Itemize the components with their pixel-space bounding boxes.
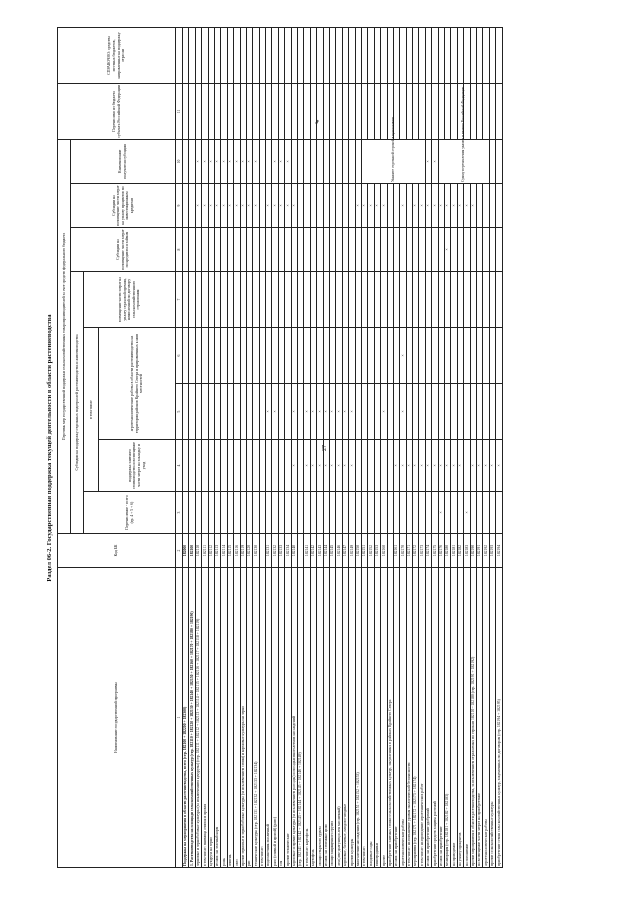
row-code: 182144 xyxy=(323,534,329,568)
row-code: 182180 xyxy=(445,534,451,568)
row-code: 182147 xyxy=(342,534,348,568)
row-value: × xyxy=(304,440,310,492)
row-value: × xyxy=(457,440,463,492)
row-value: × xyxy=(355,184,361,228)
row-value: × xyxy=(432,184,438,228)
row-name: плодовые сады xyxy=(368,568,374,868)
row-value: × xyxy=(457,184,463,228)
header-c8: Субсидии на возмещение части затрат на уплату процентов по инвестиционным кредитам xyxy=(71,184,176,228)
row-name: мелиорация (стр. 182181 + 182182 + 182183) xyxy=(445,568,451,868)
row-value: × xyxy=(272,384,278,440)
section-title: Раздел 06-2. Государственная поддержка текущей деятельности в области растениеводства xyxy=(46,314,53,582)
row-value: × xyxy=(496,440,502,492)
row-name: 1. Растениеводство на площади сельскохозяйственных культур (стр. 182110 + 182120 + 182130 + 182140 + 182150 + 182160 + 182170 + 182180 + 182190) xyxy=(189,568,195,868)
column-index-row xyxy=(176,27,183,867)
row-name: агротехнологические работы xyxy=(400,568,406,868)
row-value: × xyxy=(246,184,252,228)
row-code: 182160 xyxy=(381,534,387,568)
row-name: овощи открытого грунта xyxy=(317,568,323,868)
row-name: мероприятия (стр. 182171 + 182172 + 182173 + 182174) xyxy=(413,568,419,868)
row-value: × xyxy=(234,184,240,228)
row-code: 182115 xyxy=(227,534,233,568)
row-value: × xyxy=(489,440,495,492)
row-value: × xyxy=(310,440,316,492)
row-code: 182100 xyxy=(189,534,195,568)
row-code: 182151 xyxy=(361,534,367,568)
row-name: прочие технические xyxy=(285,568,291,868)
header-c9: Наименование получателя субсидии xyxy=(71,139,176,183)
row-code: 182000 xyxy=(183,534,189,568)
row-value: × xyxy=(202,184,208,228)
row-name: прочее xyxy=(381,568,387,868)
row-value: × xyxy=(438,184,444,228)
rotated-page xyxy=(45,28,595,868)
row-code: 182183 xyxy=(464,534,470,568)
row-value: × xyxy=(285,184,291,228)
row-value: × xyxy=(413,184,419,228)
row-value: × xyxy=(285,139,291,183)
row-value: × xyxy=(266,184,272,228)
row-value xyxy=(496,184,502,228)
row-value: × xyxy=(317,440,323,492)
column-index-cell: 6 xyxy=(176,328,183,384)
column-index-cell: 7 xyxy=(176,272,183,328)
page-number: 27 xyxy=(322,445,328,451)
row-value: × xyxy=(329,440,335,492)
row-code: 182146 xyxy=(336,534,342,568)
row-value: × xyxy=(272,139,278,183)
note-cell: Укажите отдельной строкой в приложении xyxy=(361,139,425,183)
row-code: 182149 xyxy=(349,534,355,568)
row-value: × xyxy=(483,440,489,492)
row-value: × xyxy=(445,440,451,492)
row-name: на погашение xyxy=(464,568,470,868)
row-value: × xyxy=(208,139,214,183)
row-value: × xyxy=(425,440,431,492)
row-value: × xyxy=(400,184,406,228)
row-value: × xyxy=(393,440,399,492)
row-code: 182131 xyxy=(266,534,272,568)
row-name: кукуруза на зерно xyxy=(208,568,214,868)
row-code: 182145 xyxy=(329,534,335,568)
row-value: × xyxy=(227,139,233,183)
row-value xyxy=(496,492,502,534)
header-name: Наименование государственной программы xyxy=(58,568,176,868)
row-value: × xyxy=(272,184,278,228)
header-c5: агротехнологические работы в области растениеводства на территории районов Крайнего Севера и приравненных к ним местностей xyxy=(99,328,176,440)
column-index-cell: 8 xyxy=(176,228,183,272)
row-name: соя xyxy=(278,568,284,868)
header-total: Перечисление - всего (гр. 4 + 5 + 6) xyxy=(84,492,176,534)
row-name: на возмещение части затрат на приобретение xyxy=(476,568,482,868)
column-index-cell: 4 xyxy=(176,440,183,492)
row-code: 182170 xyxy=(400,534,406,568)
header-c10: Перечислено из бюджета субъекта Российской Федерации xyxy=(58,83,176,139)
row-name: из них: на приобретение xyxy=(393,568,399,868)
header-c6: возмещение части затрат на уплату страховой премии, начисленной по договору сельскохозяйственного страхования xyxy=(84,272,176,328)
row-code: 182181 xyxy=(451,534,457,568)
row-value: × xyxy=(381,184,387,228)
row-value: × xyxy=(291,184,297,228)
row-value: × xyxy=(374,184,380,228)
row-name: в том числе: xyxy=(361,568,367,868)
row-name: приобретение элитных семян сельскохозяйственных культур, закупленных в районах Крайнего Севера xyxy=(387,568,393,868)
row-value xyxy=(496,139,502,183)
row-name: в том числе: пшеница озимая и яровая xyxy=(202,568,208,868)
row-value: × xyxy=(413,440,419,492)
row-value: × xyxy=(240,184,246,228)
support-table xyxy=(57,27,503,868)
row-name: овощи защищенного грунта xyxy=(329,568,335,868)
row-name: виноградники xyxy=(374,568,380,868)
row-code: 182120 xyxy=(246,534,252,568)
row-name: на проведение xyxy=(451,568,457,868)
row-code: 182133 xyxy=(278,534,284,568)
row-code: 182190 xyxy=(470,534,476,568)
row-name: кормовые, бахчевые, плодово-ягодные xyxy=(342,568,348,868)
row-name: на уплату процентов xyxy=(457,568,463,868)
row-value: × xyxy=(361,184,367,228)
row-name: лен (лен-долгунец и лен масличный) xyxy=(336,568,342,868)
row-code: 182140 xyxy=(291,534,297,568)
row-value: × xyxy=(329,384,335,440)
column-index-cell: 3 xyxy=(176,492,183,534)
row-code: 182134 xyxy=(285,534,291,568)
header-c7: Субсидии на возмещение части затрат по кредитам и займам xyxy=(71,228,176,272)
row-value xyxy=(496,83,502,139)
row-name: рожь xyxy=(221,568,227,868)
row-value: × xyxy=(323,384,329,440)
row-value: × xyxy=(291,440,297,492)
row-code: 182113 xyxy=(214,534,220,568)
row-value: × xyxy=(470,440,476,492)
row-value: × xyxy=(438,440,444,492)
row-value: × xyxy=(381,384,387,440)
table-row xyxy=(496,27,502,867)
row-name: в том числе: на проведение агротехнических работ xyxy=(419,568,425,868)
header-group-main: Перечень мер государственной поддержки сельскохозяйственных товаропроизводителей за счет средств федерального бюджета xyxy=(58,139,71,533)
row-value: × xyxy=(195,184,201,228)
row-code: 182116 xyxy=(234,534,240,568)
row-value: × xyxy=(221,139,227,183)
row-name: подсолнечник масличный xyxy=(266,568,272,868)
column-index-cell: 9 xyxy=(176,184,183,228)
row-name: прочие мероприятия в области растениеводства, за исключением отражаемых по строкам 182110 - 182180 (стр. 182191 + 182192) xyxy=(470,568,476,868)
row-value: × xyxy=(464,184,470,228)
row-value: × xyxy=(323,440,329,492)
column-index-cell: 11 xyxy=(176,83,183,139)
row-code: 182192 xyxy=(483,534,489,568)
row-value: × xyxy=(304,384,310,440)
header-group-sub: Субсидии на поддержку отдельных подотраслей растениеводства и животноводства xyxy=(71,272,84,534)
row-value: × xyxy=(425,139,431,183)
row-code: 182191 xyxy=(476,534,482,568)
row-code: 182130 xyxy=(253,534,259,568)
row-name: зерновые и зернобобовые культуры (за исключением кукурузы) (стр. 182111 + 182112 + 182113 + 182114 + 182115 + 182116 + 182117 + 182118 + 182119) xyxy=(195,568,201,868)
row-value: × xyxy=(246,139,252,183)
table-body xyxy=(183,27,503,867)
row-name: приобретение семян сельскохозяйственных культур, закупленных по договорам (стр. 182194 + 182195) xyxy=(496,568,502,868)
row-name: прочие культуры xyxy=(349,568,355,868)
row-name: рис xyxy=(246,568,252,868)
row-name: (стр. 182141 + 182142 + 182143 + 182144 + 182145 + 182146 + 182149) xyxy=(298,568,304,868)
row-code: 182176 xyxy=(438,534,444,568)
row-code: 182194 xyxy=(496,534,502,568)
row-name: рапс (озимый и яровой) (рапс) xyxy=(272,568,278,868)
row-name: из них: на приобретение удобрений xyxy=(425,568,431,868)
row-value xyxy=(496,27,502,83)
header-c11: СПРАВОЧНО: средства местных бюджетов, направленные на поддержку отрасли xyxy=(58,27,176,83)
row-value xyxy=(496,328,502,384)
row-value: × xyxy=(438,492,444,534)
row-code: 182182 xyxy=(457,534,463,568)
row-name: картофель xyxy=(310,568,316,868)
row-value: × xyxy=(342,384,348,440)
column-index-cell xyxy=(176,27,183,83)
row-value: × xyxy=(400,328,406,384)
row-value: × xyxy=(253,184,259,228)
column-index-cell: 1 xyxy=(176,568,183,868)
row-name: прочие сельскохозяйственные культуры xyxy=(489,568,495,868)
row-value: × xyxy=(195,139,201,183)
row-value: × xyxy=(278,184,284,228)
row-code: 182173 xyxy=(419,534,425,568)
row-code: 182119 xyxy=(240,534,246,568)
row-value: × xyxy=(464,492,470,534)
row-value: × xyxy=(419,184,425,228)
row-value xyxy=(496,228,502,272)
row-value: × xyxy=(208,184,214,228)
row-value: × xyxy=(451,184,457,228)
row-code: 182161 xyxy=(393,534,399,568)
row-value: × xyxy=(445,184,451,228)
note-cell: Сумму перечисления указать в валюте Российской Федерации xyxy=(438,139,489,183)
row-value: × xyxy=(349,384,355,440)
row-code: 182150 xyxy=(355,534,361,568)
row-value: × xyxy=(234,139,240,183)
row-value: × xyxy=(310,384,316,440)
row-value: × xyxy=(336,440,342,492)
row-value: × xyxy=(291,384,297,440)
row-name: Поддержка на мероприятия в области растениеводства, всего (стр. 182100 + 182200 + 182300) xyxy=(183,568,189,868)
row-name: в том числе: картофель xyxy=(304,568,310,868)
row-name: овес xyxy=(234,568,240,868)
row-value: × xyxy=(432,139,438,183)
row-value: × xyxy=(266,384,272,440)
row-value: × xyxy=(240,139,246,183)
header-c4: поддержка элитного семеноводства и возмещение части затрат на закладку и уход xyxy=(99,440,176,492)
column-index-cell: 2 xyxy=(176,534,183,568)
row-value: × xyxy=(400,384,406,440)
row-name: прочие зерновые и зернобобовые культуры (за исключением семян) и кормовые культуры на зерно xyxy=(240,568,246,868)
row-name: агротехнологические работы xyxy=(483,568,489,868)
row-code: 182193 xyxy=(489,534,495,568)
row-code: 182110 xyxy=(195,534,201,568)
row-name: из них: на приобретение xyxy=(438,568,444,868)
row-name: ячмень xyxy=(227,568,233,868)
row-code: 182111 xyxy=(202,534,208,568)
row-value: × xyxy=(451,440,457,492)
row-value: × xyxy=(432,440,438,492)
row-value: × xyxy=(227,184,233,228)
row-code: 182174 xyxy=(425,534,431,568)
row-name: технические культуры (стр. 182131 + 182132 + 182133 + 182134) xyxy=(253,568,259,868)
row-name: в том числе: на повышение уровня экологической безопасности xyxy=(406,568,412,868)
row-value: × xyxy=(368,184,374,228)
row-value: × xyxy=(470,184,476,228)
row-code: 182172 xyxy=(413,534,419,568)
row-code: 182171 xyxy=(406,534,412,568)
header-code: Код БК xyxy=(58,534,176,568)
row-value: × xyxy=(406,440,412,492)
header-incl: в том числе xyxy=(84,328,99,492)
row-value: × xyxy=(221,184,227,228)
row-name: из них: на зеленый корм xyxy=(214,568,220,868)
row-value: × xyxy=(317,384,323,440)
row-value: × xyxy=(400,440,406,492)
row-name: приобретение средств защиты растений xyxy=(432,568,438,868)
row-name: кормовые и прочие культуры (за исключением рассады) и посадки многолетних насаждений xyxy=(291,568,297,868)
row-value: × xyxy=(278,139,284,183)
row-value: × xyxy=(253,139,259,183)
row-code: 182132 xyxy=(272,534,278,568)
row-value: × xyxy=(349,440,355,492)
row-code: 182112 xyxy=(208,534,214,568)
row-code: 182114 xyxy=(221,534,227,568)
row-code: 182141 xyxy=(304,534,310,568)
row-name: в том числе: xyxy=(259,568,265,868)
row-code: 182142 xyxy=(310,534,316,568)
row-value: × xyxy=(214,184,220,228)
row-name: из них: на семенные цели xyxy=(323,568,329,868)
row-value xyxy=(496,384,502,440)
row-code: 182175 xyxy=(432,534,438,568)
row-value: × xyxy=(445,228,451,272)
row-name: многолетние насаждения (стр. 182151 + 182152 + 182153) xyxy=(355,568,361,868)
column-index-cell: 10 xyxy=(176,139,183,183)
row-code: 182143 xyxy=(317,534,323,568)
row-value: × xyxy=(419,440,425,492)
column-index-cell: 5 xyxy=(176,384,183,440)
row-value: × xyxy=(476,440,482,492)
row-value: × xyxy=(425,184,431,228)
row-code: 182153 xyxy=(374,534,380,568)
row-value: × xyxy=(342,440,348,492)
row-code: 182152 xyxy=(368,534,374,568)
row-value xyxy=(496,272,502,328)
row-value: × xyxy=(202,139,208,183)
row-value: × xyxy=(336,384,342,440)
row-value: × xyxy=(214,139,220,183)
